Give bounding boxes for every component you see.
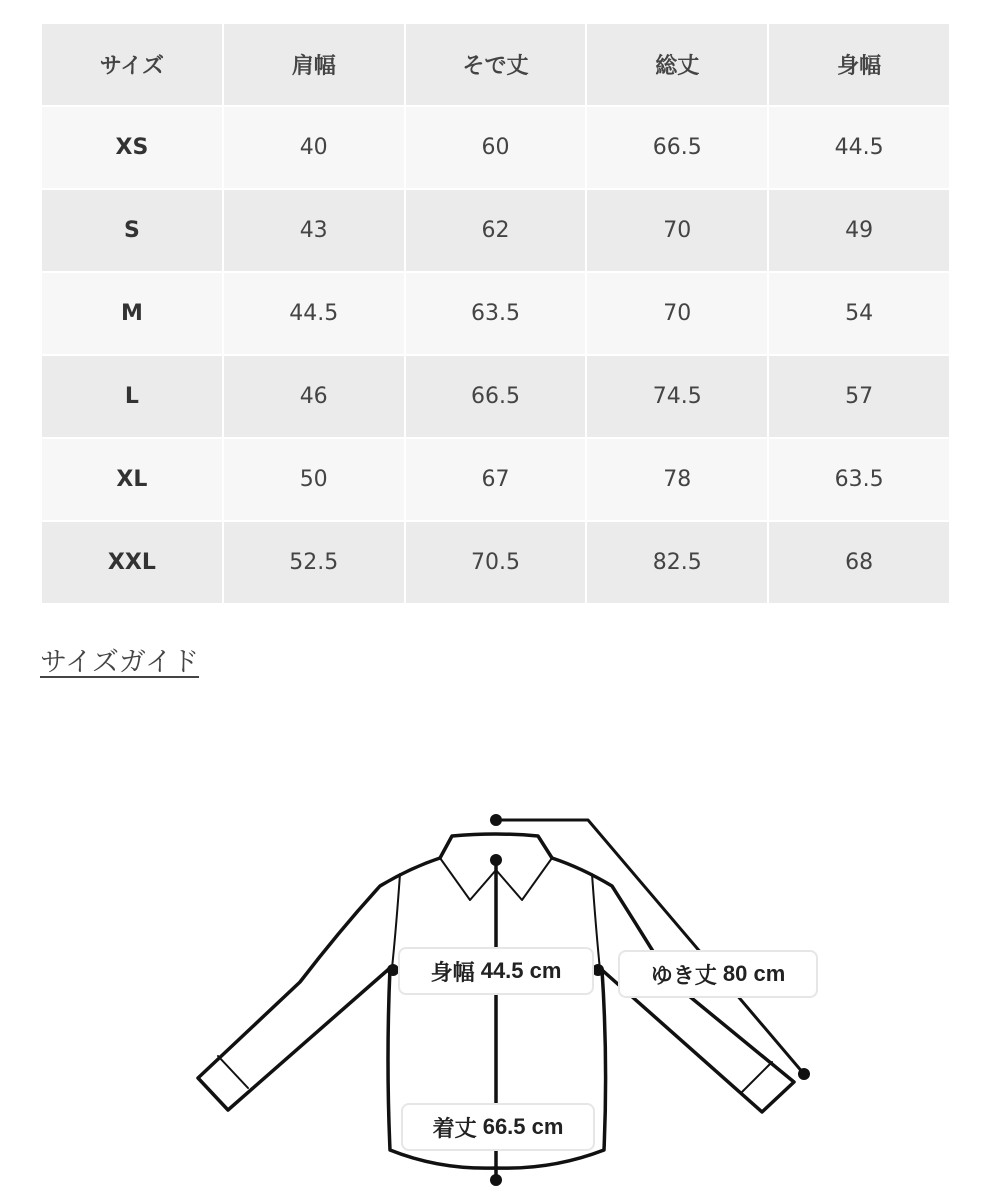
table-cell: 67	[406, 439, 586, 520]
size-table	[40, 22, 951, 605]
table-cell: 74.5	[587, 356, 767, 437]
size-guide-link[interactable]: サイズガイド	[40, 647, 200, 678]
chest-width-value: 44.5 cm	[480, 958, 562, 983]
table-cell: 63.5	[769, 439, 949, 520]
sleeve-length-name: ゆき丈	[650, 962, 717, 988]
size-cell: S	[42, 190, 222, 271]
sleeve-length-label	[618, 950, 818, 998]
table-cell: 44.5	[224, 273, 404, 354]
table-row	[42, 107, 949, 188]
header-sleeve: そで丈	[406, 24, 586, 105]
table-cell: 82.5	[587, 522, 767, 603]
table-row	[42, 356, 949, 437]
total-length-name: 着丈	[432, 1115, 477, 1141]
table-cell: 44.5	[769, 107, 949, 188]
table-row	[42, 273, 949, 354]
table-cell: 63.5	[406, 273, 586, 354]
table-cell: 70	[587, 190, 767, 271]
table-cell: 40	[224, 107, 404, 188]
table-cell: 66.5	[587, 107, 767, 188]
table-cell: 78	[587, 439, 767, 520]
table-cell: 57	[769, 356, 949, 437]
size-cell: XS	[42, 107, 222, 188]
table-cell: 54	[769, 273, 949, 354]
table-cell: 60	[406, 107, 586, 188]
table-cell: 68	[769, 522, 949, 603]
total-length-value: 66.5 cm	[482, 1114, 564, 1139]
size-cell: XL	[42, 439, 222, 520]
table-cell: 52.5	[224, 522, 404, 603]
table-cell: 43	[224, 190, 404, 271]
header-shoulder: 肩幅	[224, 24, 404, 105]
table-header-row	[42, 24, 949, 105]
chest-width-name: 身幅	[430, 959, 475, 985]
table-row	[42, 439, 949, 520]
table-cell: 62	[406, 190, 586, 271]
measurement-diagram	[0, 790, 983, 1200]
header-length: 総丈	[587, 24, 767, 105]
sleeve-length-value: 80 cm	[722, 961, 786, 986]
table-row	[42, 522, 949, 603]
table-row	[42, 190, 949, 271]
table-cell: 66.5	[406, 356, 586, 437]
table-cell: 46	[224, 356, 404, 437]
header-width: 身幅	[769, 24, 949, 105]
table-cell: 50	[224, 439, 404, 520]
table-cell: 70.5	[406, 522, 586, 603]
table-cell: 49	[769, 190, 949, 271]
size-cell: XXL	[42, 522, 222, 603]
chest-width-label	[398, 947, 594, 995]
size-cell: L	[42, 356, 222, 437]
total-length-label	[401, 1103, 595, 1151]
table-cell: 70	[587, 273, 767, 354]
header-size: サイズ	[42, 24, 222, 105]
size-cell: M	[42, 273, 222, 354]
